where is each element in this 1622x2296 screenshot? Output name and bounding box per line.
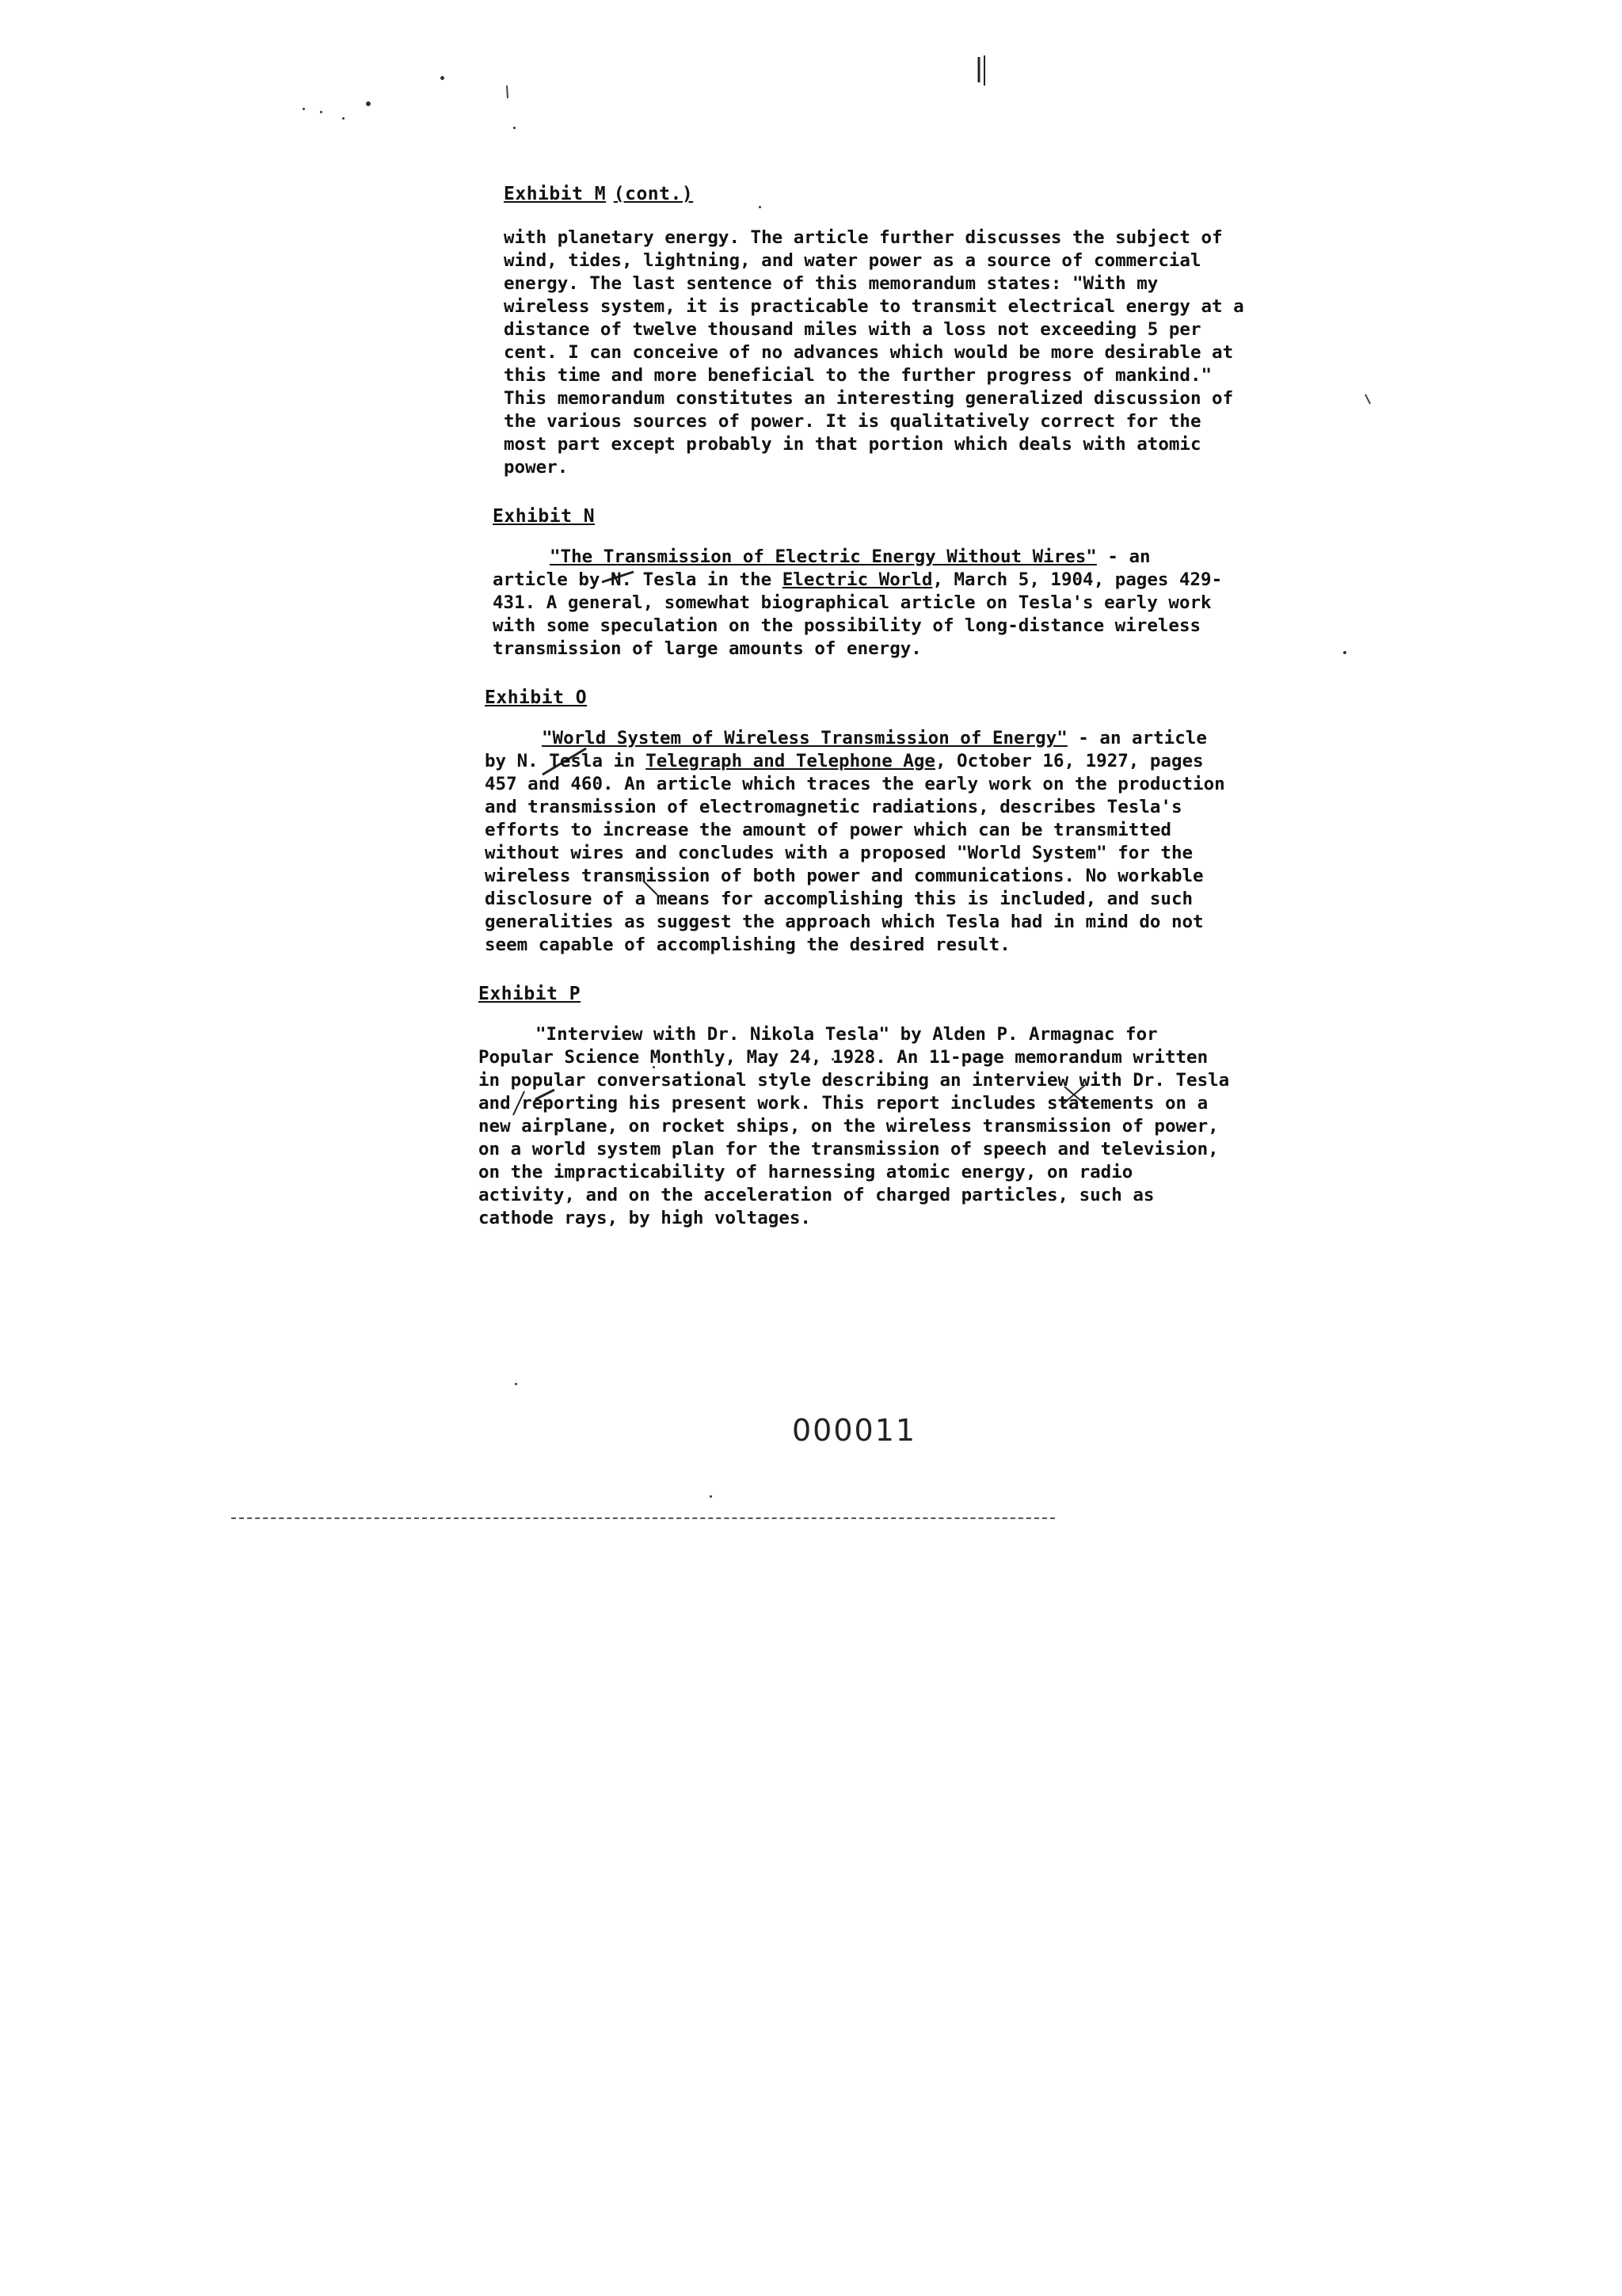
exhibit-n-publication: Electric World — [782, 569, 933, 590]
exhibit-n-text-1: - an article by N. Tesla in the — [493, 546, 1151, 590]
exhibit-n-body — [493, 546, 1229, 661]
exhibit-p-heading: Exhibit P — [478, 984, 581, 1004]
exhibit-n-section — [475, 506, 1251, 661]
exhibit-o-body — [485, 727, 1229, 957]
exhibit-m-heading: Exhibit M — [504, 184, 607, 204]
exhibit-m-section — [475, 184, 1251, 479]
document-body — [475, 184, 1251, 1230]
exhibit-o-title: "World System of Wireless Transmission of Energy" — [542, 728, 1068, 748]
exhibit-o-section — [475, 687, 1251, 957]
exhibit-o-text-2: , October 16, 1927, pages 457 and 460. An article which traces the early work on the production and transmission of electromagnetic radiations, describes Tesla's efforts to increase the amount of power which can be transmitted without wires and concludes with a proposed "World System" for the wireless transmission of both power and communications. No workable disclosure of a means for accomplishing this is included, and such generalities as suggest the approach which Tesla had in mind do not seem capable of accomplishing the desired result. — [485, 751, 1225, 955]
exhibit-m-heading-suffix: (cont.) — [613, 184, 694, 204]
page-number: 000011 — [792, 1413, 917, 1448]
exhibit-n-title: "The Transmission of Electric Energy Without Wires" — [550, 546, 1097, 567]
exhibit-p-body: "Interview with Dr. Nikola Tesla" by Alden P. Armagnac for Popular Science Monthly, May 24, 1928. An 11-page memorandum written in popular conversational style describing an interview with Dr. Tesla and reporting his present work. This report includes statements on a new airplane, on rocket ships, on the wireless transmission of power, on a world system plan for the transmission of speech and television, on the impracticability of harnessing atomic energy, on radio activity, and on the acceleration of charged particles, such as cathode rays, by high voltages. — [478, 1024, 1230, 1228]
exhibit-p-section — [475, 984, 1251, 1230]
exhibit-m-body: with planetary energy. The article further discusses the subject of wind, tides, lightning, and water power as a source of commercial energy. The last sentence of this memorandum states: "With my wireless system, it is practicable to transmit electrical energy at a distance of twelve thousand miles with a loss not exceeding 5 per cent. I can conceive of no advances which would be more desirable at this time and more beneficial to the further progress of mankind." This memorandum constitutes an interesting generalized discussion of the various sources of power. It is qualitatively correct for the most part except probably in that portion which deals with atomic power. — [504, 227, 1244, 478]
exhibit-n-heading: Exhibit N — [493, 506, 596, 527]
exhibit-o-text-1: - an article by N. Tesla in — [485, 728, 1207, 771]
exhibit-o-heading: Exhibit O — [485, 687, 588, 708]
exhibit-n-text-2: , March 5, 1904, pages 429-431. A general, somewhat biographical article on Tesla's early work with some speculation on the possibility of long-distance wireless transmission of large amounts of energy. — [493, 569, 1223, 659]
exhibit-o-publication: Telegraph and Telephone Age — [645, 751, 935, 771]
bottom-divider — [231, 1517, 1055, 1519]
